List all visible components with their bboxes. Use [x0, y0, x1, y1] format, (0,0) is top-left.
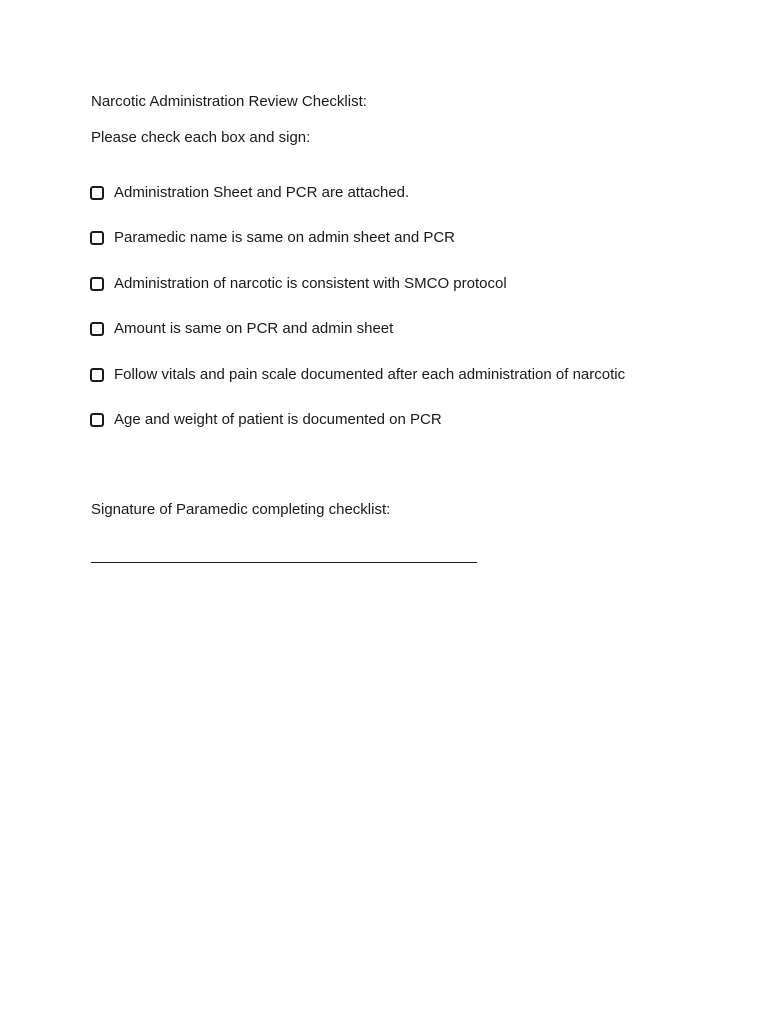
checklist-item-protocol [90, 274, 625, 294]
checklist-item-label: Age and weight of patient is documented on PCR [114, 410, 442, 428]
checkbox-vitals[interactable] [90, 368, 104, 382]
checklist-item-label: Paramedic name is same on admin sheet and PCR [114, 229, 456, 247]
checklist-item-attachments [90, 183, 625, 203]
checkbox-amount[interactable] [90, 322, 104, 336]
checkbox-age-weight[interactable] [90, 413, 104, 427]
checklist-item-label: Administration of narcotic is consistent with SMCO protocol [114, 274, 507, 292]
checklist-item-label: Follow vitals and pain scale documented after each administration of narcotic [114, 365, 626, 383]
checklist-item-age-weight [90, 410, 625, 430]
checkbox-protocol[interactable] [90, 277, 104, 291]
signature-label: Signature of Paramedic completing checklist: [91, 501, 391, 518]
checklist-item-label: Administration Sheet and PCR are attached. [114, 184, 410, 201]
signature-line[interactable] [91, 562, 477, 563]
checkbox-attachments[interactable] [90, 186, 104, 200]
checklist-item-vitals [90, 365, 625, 385]
checklist-item-label: Amount is same on PCR and admin sheet [114, 320, 394, 338]
checkbox-paramedic-name[interactable] [90, 231, 104, 245]
page-title: Narcotic Administration Review Checklist: [91, 93, 367, 110]
instruction-text: Please check each box and sign: [91, 129, 311, 146]
checklist-item-amount [90, 319, 625, 339]
checklist [90, 183, 625, 455]
checklist-item-paramedic-name [90, 228, 625, 248]
